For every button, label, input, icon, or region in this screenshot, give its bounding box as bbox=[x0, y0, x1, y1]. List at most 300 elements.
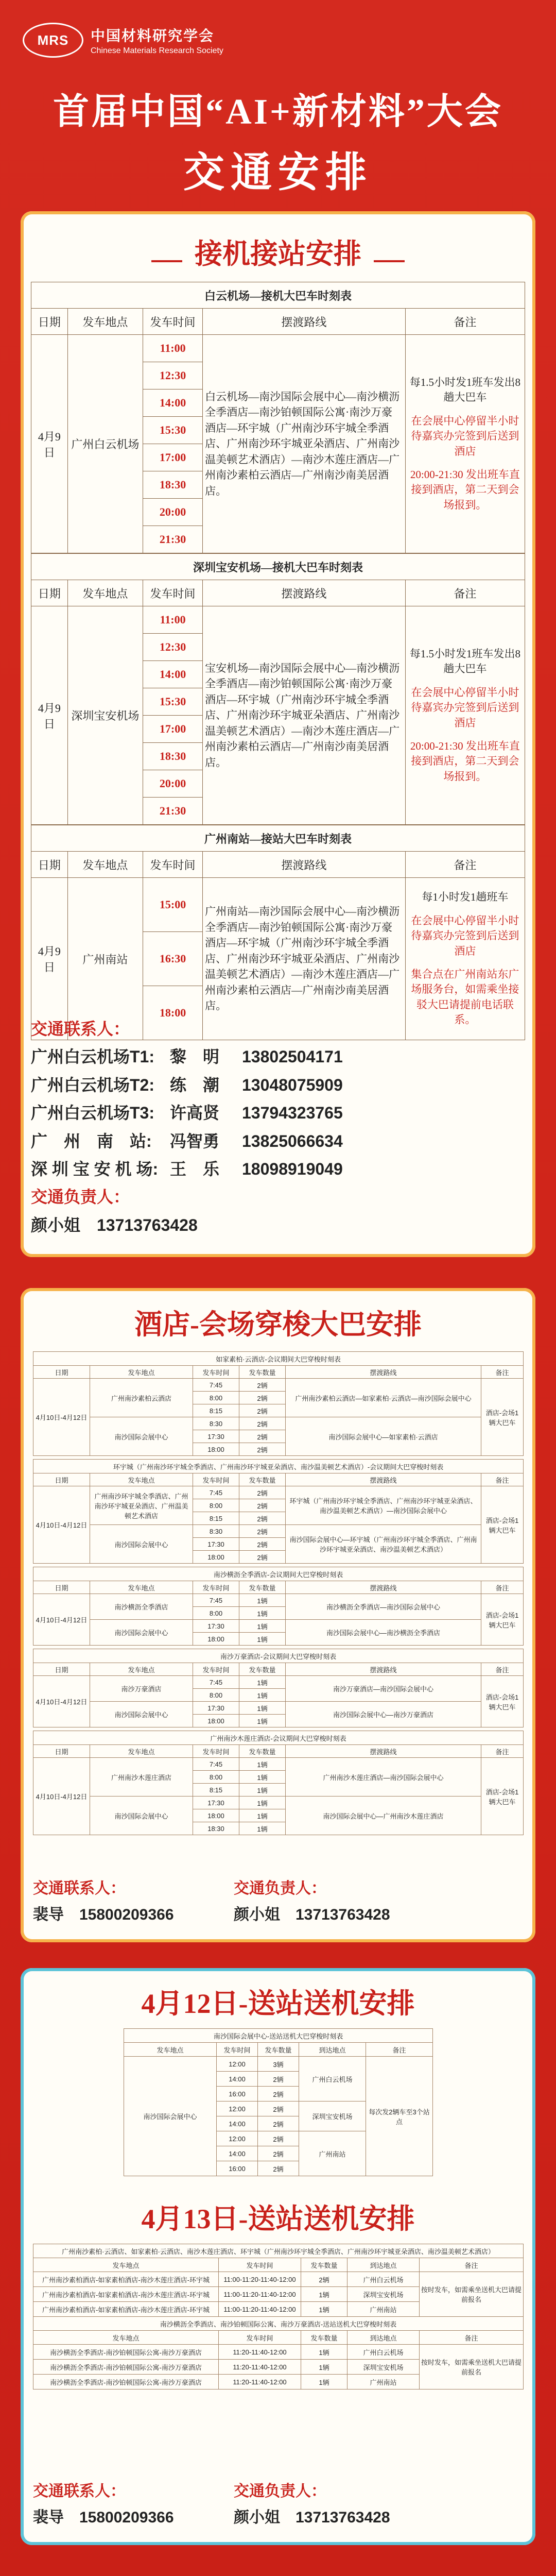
time-cell: 8:00 bbox=[193, 1607, 239, 1620]
column-header: 发车地点 bbox=[33, 2258, 219, 2272]
note-cell bbox=[405, 335, 525, 553]
page-subtitle: 交通安排 bbox=[183, 150, 373, 196]
shuttle-table bbox=[33, 1567, 524, 1646]
date-cell: 4月10日-4月12日 bbox=[33, 1486, 90, 1564]
dropoff12-title: 4月12日-送站送机安排 bbox=[141, 1988, 415, 2019]
route-cell: 广州南沙木莲庄酒店—南沙国际会展中心 bbox=[286, 1758, 481, 1797]
count-cell: 2辆 bbox=[239, 1379, 286, 1392]
time-cell: 8:00 bbox=[193, 1689, 239, 1702]
date-cell: 4月10日-4月12日 bbox=[33, 1758, 90, 1835]
time-cell: 14:00 bbox=[217, 2146, 258, 2161]
count-cell: 2辆 bbox=[239, 1525, 286, 1538]
note-stop: 在会展中心停留半小时待嘉宾办完签到后送到酒店 bbox=[411, 414, 519, 457]
note-extra: 集合点在广州南站东广场服务台，如需乘坐接驳大巴请提前电话联系。 bbox=[411, 968, 519, 1026]
bridge-illustration bbox=[0, 2561, 556, 2576]
column-header: 备注 bbox=[481, 1581, 524, 1594]
count-cell: 2辆 bbox=[258, 2102, 299, 2116]
title-bar-right bbox=[374, 260, 405, 262]
location-cell: 南沙万豪酒店 bbox=[90, 1676, 193, 1702]
location-cell: 广州南沙素柏酒店-如家素柏酒店-南沙木莲庄酒店-环宇城 bbox=[33, 2287, 219, 2302]
table-caption: 广州南沙素柏·云酒店、如家素柏·云酒店、南沙木莲庄酒店、环宇城（广州南沙环宇城全季酒店、广州南沙环宇城亚朵酒店、南沙温美顿艺术酒店） bbox=[33, 2244, 524, 2258]
column-header: 发车地点 bbox=[67, 852, 143, 878]
table-caption: 环宇城（广州南沙环宇城全季酒店、广州南沙环宇城亚朵酒店、南沙温美顿艺术酒店）-会议期间大巴穿梭时刻表 bbox=[33, 1460, 524, 1473]
date-cell: 4月10日-4月12日 bbox=[33, 1676, 90, 1727]
location-cell: 南沙国际会展中心 bbox=[90, 1620, 193, 1646]
location-cell: 南沙国际会展中心 bbox=[90, 1797, 193, 1835]
time-cell: 11:00-11:20-11:40-12:00 bbox=[219, 2287, 301, 2302]
location-cell: 广州南沙环宇城全季酒店、广州南沙环宇城亚朵酒店、广州温美顿艺术酒店 bbox=[90, 1486, 193, 1525]
time-cell: 18:30 bbox=[143, 471, 203, 499]
count-cell: 1辆 bbox=[301, 2375, 348, 2389]
column-header: 摆渡路线 bbox=[286, 1473, 481, 1486]
column-header: 摆渡路线 bbox=[203, 852, 406, 878]
column-header: 发车地点 bbox=[90, 1366, 193, 1379]
note-cell: 酒店-会场1辆大巴车 bbox=[481, 1594, 524, 1646]
pickup-table bbox=[31, 282, 525, 553]
time-cell: 11:00 bbox=[143, 335, 203, 362]
time-cell: 11:20-11:40-12:00 bbox=[219, 2345, 301, 2360]
column-header: 摆渡路线 bbox=[286, 1581, 481, 1594]
destination-cell: 广州南站 bbox=[348, 2302, 420, 2317]
column-header: 到达地点 bbox=[299, 2043, 366, 2057]
contact-place: 广州白云机场T2: bbox=[31, 1075, 155, 1094]
route-cell: 南沙国际会展中心—环宇城（广州南沙环宇城全季酒店、广州南沙环宇城亚朵酒店、南沙温美顿艺术酒店） bbox=[286, 1525, 481, 1564]
shuttle-contacts bbox=[33, 1875, 522, 1928]
column-header: 发车数量 bbox=[239, 1663, 286, 1676]
column-header: 日期 bbox=[31, 580, 68, 606]
count-cell: 2辆 bbox=[239, 1512, 286, 1525]
contact-name: 练 潮 bbox=[170, 1075, 220, 1094]
column-header: 备注 bbox=[481, 1663, 524, 1676]
column-header: 发车数量 bbox=[239, 1473, 286, 1486]
contact-place: 广 州 南 站: bbox=[31, 1131, 152, 1150]
location-cell: 广州南沙木莲庄酒店 bbox=[90, 1758, 193, 1797]
table-caption: 深圳宝安机场—接机大巴车时刻表 bbox=[31, 554, 525, 580]
count-cell: 1辆 bbox=[239, 1771, 286, 1784]
route-cell: 南沙国际会展中心—如家素柏·云酒店 bbox=[286, 1417, 481, 1456]
destination-cell: 广州白云机场 bbox=[348, 2345, 420, 2360]
mrs-logo-icon: MRS bbox=[23, 23, 83, 58]
column-header: 备注 bbox=[420, 2258, 524, 2272]
time-cell: 12:00 bbox=[217, 2057, 258, 2072]
table-caption: 如家素柏·云酒店-会议期间大巴穿梭时刻表 bbox=[33, 1352, 524, 1366]
column-header: 发车地点 bbox=[90, 1663, 193, 1676]
note-stop: 在会展中心停留半小时待嘉宾办完签到后送到酒店 bbox=[411, 686, 519, 729]
count-cell: 2辆 bbox=[258, 2146, 299, 2161]
count-cell: 2辆 bbox=[239, 1486, 286, 1499]
time-cell: 16:30 bbox=[143, 932, 203, 986]
location-cell: 南沙横沥全季酒店-南沙铂顿国际公寓-南沙万豪酒店 bbox=[33, 2345, 219, 2360]
dropoff-contacts bbox=[33, 2478, 522, 2531]
time-cell: 8:15 bbox=[193, 1404, 239, 1417]
column-header: 发车数量 bbox=[239, 1366, 286, 1379]
shuttle-table bbox=[33, 1649, 524, 1727]
contact-row bbox=[31, 1127, 343, 1155]
column-header: 发车地点 bbox=[90, 1745, 193, 1758]
column-header: 备注 bbox=[481, 1366, 524, 1379]
route-cell: 南沙万豪酒店—南沙国际会展中心 bbox=[286, 1676, 481, 1702]
time-cell: 7:45 bbox=[193, 1594, 239, 1607]
time-cell: 11:20-11:40-12:00 bbox=[219, 2360, 301, 2375]
time-cell: 12:00 bbox=[217, 2131, 258, 2146]
shuttle-table bbox=[33, 1459, 524, 1564]
destination-cell: 广州南站 bbox=[348, 2375, 420, 2389]
column-header: 发车地点 bbox=[124, 2043, 217, 2057]
contact-phone: 13794323765 bbox=[242, 1104, 343, 1123]
shuttle-leader-label: 交通负责人： bbox=[234, 1880, 326, 1897]
count-cell: 2辆 bbox=[239, 1417, 286, 1430]
column-header: 摆渡路线 bbox=[286, 1366, 481, 1379]
count-cell: 1辆 bbox=[239, 1620, 286, 1633]
location-cell: 南沙国际会展中心 bbox=[90, 1417, 193, 1456]
note-cell: 按时发车，如需乘坐送机大巴请提前报名 bbox=[420, 2345, 524, 2389]
time-cell: 14:00 bbox=[143, 389, 203, 417]
count-cell: 2辆 bbox=[239, 1430, 286, 1443]
shuttle-table bbox=[33, 1731, 524, 1835]
count-cell: 1辆 bbox=[239, 1702, 286, 1715]
column-header: 摆渡路线 bbox=[286, 1663, 481, 1676]
time-cell: 18:30 bbox=[143, 743, 203, 770]
table-caption: 南沙万豪酒店-会议期间大巴穿梭时刻表 bbox=[33, 1649, 524, 1663]
date-cell: 4月10日-4月12日 bbox=[33, 1379, 90, 1456]
column-header: 发车时间 bbox=[193, 1745, 239, 1758]
time-cell: 21:30 bbox=[143, 526, 203, 553]
location-cell: 深圳宝安机场 bbox=[67, 606, 143, 825]
time-cell: 12:30 bbox=[143, 362, 203, 389]
location-cell: 南沙国际会展中心 bbox=[124, 2057, 217, 2176]
column-header: 备注 bbox=[366, 2043, 433, 2057]
column-header: 摆渡路线 bbox=[286, 1745, 481, 1758]
dropoff13-title: 4月13日-送站送机安排 bbox=[141, 2204, 415, 2234]
contact-row bbox=[31, 1099, 343, 1127]
dropoff-section bbox=[21, 1968, 535, 2545]
route-cell: 南沙国际会展中心—南沙万豪酒店 bbox=[286, 1702, 481, 1727]
time-cell: 11:00-11:20-11:40-12:00 bbox=[219, 2302, 301, 2317]
count-cell: 2辆 bbox=[239, 1392, 286, 1404]
dropoff12-schedule bbox=[124, 2028, 433, 2176]
count-cell: 2辆 bbox=[239, 1404, 286, 1417]
column-header: 备注 bbox=[481, 1473, 524, 1486]
column-header: 发车时间 bbox=[219, 2258, 301, 2272]
column-header: 发车时间 bbox=[193, 1581, 239, 1594]
pickup-table bbox=[31, 553, 525, 825]
date-cell: 4月10日-4月12日 bbox=[33, 1594, 90, 1646]
count-cell: 2辆 bbox=[258, 2116, 299, 2131]
location-cell: 南沙横沥全季酒店-南沙铂顿国际公寓-南沙万豪酒店 bbox=[33, 2360, 219, 2375]
contact-row bbox=[31, 1155, 343, 1183]
note-frequency: 每1.5小时发1班车发出8趟大巴车 bbox=[409, 647, 520, 675]
time-cell: 21:30 bbox=[143, 798, 203, 825]
shuttle-tables bbox=[33, 1351, 523, 1835]
time-cell: 14:00 bbox=[217, 2072, 258, 2087]
note-extra: 20:00-21:30 发出班车直接到酒店，第二天到会场报到。 bbox=[410, 468, 520, 511]
time-cell: 8:30 bbox=[193, 1417, 239, 1430]
logo-chinese-name: 中国材料研究学会 bbox=[91, 28, 215, 44]
society-logo bbox=[23, 23, 223, 58]
time-cell: 15:30 bbox=[143, 688, 203, 716]
shuttle-contact: 裴导 15800209366 bbox=[33, 1906, 174, 1923]
count-cell: 2辆 bbox=[258, 2072, 299, 2087]
column-header: 备注 bbox=[405, 852, 525, 878]
route-cell: 广州南站—南沙国际会展中心—南沙横沥全季酒店—南沙铂顿国际公寓·南沙万豪酒店—环宇城（广州南沙环宇城全季酒店、广州南沙环宇城亚朵酒店、广州南沙温美顿艺术酒店）—南沙木莲庄酒店—广州南沙素柏云酒店—广州南沙南美居酒店。 bbox=[203, 878, 406, 1040]
count-cell: 1辆 bbox=[301, 2360, 348, 2375]
contact-name: 冯智勇 bbox=[170, 1131, 220, 1150]
time-cell: 7:45 bbox=[193, 1379, 239, 1392]
contact-place: 广州白云机场T3: bbox=[31, 1104, 155, 1123]
date-cell: 4月9日 bbox=[31, 335, 68, 553]
column-header: 到达地点 bbox=[348, 2258, 420, 2272]
count-cell: 1辆 bbox=[301, 2345, 348, 2360]
time-cell: 8:00 bbox=[193, 1392, 239, 1404]
note-cell: 每次发2辆车至3个站点 bbox=[366, 2057, 433, 2176]
count-cell: 2辆 bbox=[239, 1443, 286, 1456]
time-cell: 18:00 bbox=[193, 1551, 239, 1564]
time-cell: 7:45 bbox=[193, 1758, 239, 1771]
column-header: 发车数量 bbox=[239, 1581, 286, 1594]
shuttle-contact-label: 交通联系人： bbox=[33, 1880, 126, 1897]
contact-place: 广州白云机场T1: bbox=[31, 1047, 155, 1066]
location-cell: 广州南沙素柏云酒店 bbox=[90, 1379, 193, 1417]
time-cell: 16:00 bbox=[217, 2161, 258, 2176]
time-cell: 18:00 bbox=[193, 1443, 239, 1456]
column-header: 发车数量 bbox=[301, 2331, 348, 2345]
column-header: 发车时间 bbox=[143, 852, 203, 878]
table-row bbox=[31, 335, 525, 362]
column-header: 日期 bbox=[31, 309, 68, 335]
leader-contact: 颜小姐 13713763428 bbox=[31, 1215, 198, 1234]
time-cell: 17:00 bbox=[143, 444, 203, 471]
note-frequency: 每1小时发1趟班车 bbox=[422, 891, 509, 904]
column-header: 发车地点 bbox=[33, 2331, 219, 2345]
count-cell: 3辆 bbox=[258, 2057, 299, 2072]
pickup-table bbox=[31, 825, 525, 1040]
note-stop: 在会展中心停留半小时待嘉宾办完签到后送到酒店 bbox=[411, 914, 519, 957]
column-header: 发车时间 bbox=[193, 1663, 239, 1676]
count-cell: 2辆 bbox=[239, 1551, 286, 1564]
pickup-title: 接机接站安排 bbox=[195, 239, 361, 269]
shuttle-title: 酒店-会场穿梭大巴安排 bbox=[134, 1309, 422, 1340]
note-cell bbox=[405, 606, 525, 825]
time-cell: 18:00 bbox=[143, 986, 203, 1040]
pickup-section bbox=[21, 211, 535, 1257]
location-cell: 广州南沙素柏酒店-如家素柏酒店-南沙木莲庄酒店-环宇城 bbox=[33, 2302, 219, 2317]
destination-cell: 深圳宝安机场 bbox=[299, 2102, 366, 2131]
contact-phone: 13048075909 bbox=[242, 1075, 343, 1094]
destination-cell: 广州白云机场 bbox=[348, 2272, 420, 2287]
column-header: 发车地点 bbox=[90, 1581, 193, 1594]
dropoff-leader: 颜小姐 13713763428 bbox=[234, 2509, 390, 2526]
location-cell: 广州南沙素柏酒店-如家素柏酒店-南沙木莲庄酒店-环宇城 bbox=[33, 2272, 219, 2287]
count-cell: 1辆 bbox=[239, 1784, 286, 1797]
contact-phone: 13802504171 bbox=[242, 1047, 343, 1066]
date-cell: 4月9日 bbox=[31, 878, 68, 1040]
dropoff-contact: 裴导 15800209366 bbox=[33, 2509, 174, 2526]
column-header: 备注 bbox=[405, 580, 525, 606]
count-cell: 1辆 bbox=[239, 1797, 286, 1809]
pickup-tables bbox=[31, 282, 525, 1040]
column-header: 备注 bbox=[420, 2331, 524, 2345]
contact-name: 黎 明 bbox=[170, 1047, 220, 1066]
column-header: 摆渡路线 bbox=[203, 580, 406, 606]
time-cell: 15:00 bbox=[143, 878, 203, 932]
dropoff13-table bbox=[33, 2244, 523, 2389]
column-header: 发车数量 bbox=[301, 2258, 348, 2272]
dropoff-leader-label: 交通负责人： bbox=[234, 2483, 326, 2500]
time-cell: 17:30 bbox=[193, 1797, 239, 1809]
contact-phone: 18098919049 bbox=[242, 1159, 343, 1178]
count-cell: 1辆 bbox=[301, 2287, 348, 2302]
time-cell: 12:00 bbox=[217, 2102, 258, 2116]
pickup-contacts bbox=[31, 1015, 343, 1239]
count-cell: 1辆 bbox=[239, 1594, 286, 1607]
column-header: 日期 bbox=[33, 1473, 90, 1486]
time-cell: 8:15 bbox=[193, 1512, 239, 1525]
location-cell: 南沙横沥全季酒店-南沙铂顿国际公寓-南沙万豪酒店 bbox=[33, 2375, 219, 2389]
destination-cell: 深圳宝安机场 bbox=[348, 2360, 420, 2375]
shuttle-leader: 颜小姐 13713763428 bbox=[234, 1906, 390, 1923]
column-header: 日期 bbox=[33, 1745, 90, 1758]
time-cell: 14:00 bbox=[217, 2116, 258, 2131]
note-cell bbox=[405, 878, 525, 1040]
destination-cell: 广州白云机场 bbox=[299, 2057, 366, 2102]
dropoff12-table bbox=[124, 2028, 432, 2176]
contact-label: 交通联系人： bbox=[31, 1020, 130, 1038]
table-caption: 南沙国际会展中心-送站送机大巴穿梭时刻表 bbox=[124, 2029, 433, 2043]
time-cell: 17:30 bbox=[193, 1702, 239, 1715]
time-cell: 18:00 bbox=[193, 1715, 239, 1727]
column-header: 备注 bbox=[405, 309, 525, 335]
count-cell: 2辆 bbox=[239, 1538, 286, 1551]
table-caption: 南沙横沥全季酒店-会议期间大巴穿梭时刻表 bbox=[33, 1567, 524, 1581]
count-cell: 2辆 bbox=[239, 1499, 286, 1512]
table-caption: 广州南沙木莲庄酒店-会议期间大巴穿梭时刻表 bbox=[33, 1731, 524, 1745]
destination-cell: 广州南站 bbox=[299, 2131, 366, 2176]
table-row bbox=[31, 606, 525, 634]
time-cell: 8:15 bbox=[193, 1784, 239, 1797]
date-cell: 4月9日 bbox=[31, 606, 68, 825]
count-cell: 2辆 bbox=[258, 2131, 299, 2146]
time-cell: 18:30 bbox=[193, 1822, 239, 1835]
location-cell: 南沙横沥全季酒店 bbox=[90, 1594, 193, 1620]
count-cell: 1辆 bbox=[239, 1809, 286, 1822]
note-cell: 按时发车，如需乘坐送机大巴请提前报名 bbox=[420, 2272, 524, 2317]
location-cell: 南沙国际会展中心 bbox=[90, 1702, 193, 1727]
note-cell: 酒店-会场1辆大巴车 bbox=[481, 1758, 524, 1835]
time-cell: 17:30 bbox=[193, 1620, 239, 1633]
count-cell: 1辆 bbox=[239, 1676, 286, 1689]
count-cell: 1辆 bbox=[239, 1822, 286, 1835]
time-cell: 11:00-11:20-11:40-12:00 bbox=[219, 2272, 301, 2287]
time-cell: 11:20-11:40-12:00 bbox=[219, 2375, 301, 2389]
time-cell: 16:00 bbox=[217, 2087, 258, 2102]
time-cell: 20:00 bbox=[143, 770, 203, 798]
column-header: 发车时间 bbox=[193, 1473, 239, 1486]
dropoff13-schedule bbox=[33, 2244, 524, 2389]
count-cell: 1辆 bbox=[239, 1689, 286, 1702]
route-cell: 环宇城（广州南沙环宇城全季酒店、广州南沙环宇城亚朵酒店、南沙温美顿艺术酒店）—南沙国际会展中心 bbox=[286, 1486, 481, 1525]
route-cell: 南沙国际会展中心—广州南沙木莲庄酒店 bbox=[286, 1797, 481, 1835]
time-cell: 14:00 bbox=[143, 661, 203, 688]
column-header: 发车时间 bbox=[143, 580, 203, 606]
note-extra: 20:00-21:30 发出班车直接到酒店，第二天到会场报到。 bbox=[410, 739, 520, 783]
shuttle-section bbox=[21, 1288, 535, 1942]
contact-phone: 13825066634 bbox=[242, 1131, 343, 1150]
time-cell: 8:00 bbox=[193, 1771, 239, 1784]
time-cell: 20:00 bbox=[143, 499, 203, 526]
count-cell: 2辆 bbox=[258, 2087, 299, 2102]
column-header: 发车地点 bbox=[67, 309, 143, 335]
time-cell: 8:30 bbox=[193, 1525, 239, 1538]
table-caption: 白云机场—接机大巴车时刻表 bbox=[31, 282, 525, 309]
time-cell: 15:30 bbox=[143, 417, 203, 444]
column-header: 发车数量 bbox=[239, 1745, 286, 1758]
count-cell: 1辆 bbox=[239, 1758, 286, 1771]
note-cell: 酒店-会场1辆大巴车 bbox=[481, 1486, 524, 1564]
column-header: 日期 bbox=[33, 1366, 90, 1379]
table-caption: 广州南站—接站大巴车时刻表 bbox=[31, 825, 525, 852]
location-cell: 南沙国际会展中心 bbox=[90, 1525, 193, 1564]
count-cell: 1辆 bbox=[239, 1607, 286, 1620]
title-bar-left bbox=[151, 260, 182, 262]
route-cell: 白云机场—南沙国际会展中心—南沙横沥全季酒店—南沙铂顿国际公寓·南沙万豪酒店—环宇城（广州南沙环宇城全季酒店、广州南沙环宇城亚朵酒店、广州南沙温美顿艺术酒店）—南沙木莲庄酒店—广州南沙素柏云酒店—广州南沙南美居酒店。 bbox=[203, 335, 406, 553]
time-cell: 7:45 bbox=[193, 1676, 239, 1689]
time-cell: 18:00 bbox=[193, 1633, 239, 1646]
destination-cell: 深圳宝安机场 bbox=[348, 2287, 420, 2302]
column-header: 日期 bbox=[31, 852, 68, 878]
count-cell: 2辆 bbox=[301, 2272, 348, 2287]
time-cell: 18:00 bbox=[193, 1809, 239, 1822]
contact-row bbox=[31, 1071, 343, 1099]
count-cell: 1辆 bbox=[301, 2302, 348, 2317]
count-cell: 2辆 bbox=[258, 2161, 299, 2176]
time-cell: 17:00 bbox=[143, 716, 203, 743]
count-cell: 1辆 bbox=[239, 1633, 286, 1646]
count-cell: 1辆 bbox=[239, 1715, 286, 1727]
shuttle-table bbox=[33, 1351, 524, 1456]
time-cell: 17:30 bbox=[193, 1538, 239, 1551]
route-cell: 广州南沙素柏云酒店—如家素柏·云酒店—南沙国际会展中心 bbox=[286, 1379, 481, 1417]
column-header: 发车地点 bbox=[90, 1473, 193, 1486]
time-cell: 8:00 bbox=[193, 1499, 239, 1512]
contact-name: 王 乐 bbox=[170, 1159, 220, 1178]
dropoff-contact-label: 交通联系人： bbox=[33, 2483, 126, 2500]
logo-english-name: Chinese Materials Research Society bbox=[91, 46, 223, 55]
column-header: 发车地点 bbox=[67, 580, 143, 606]
time-cell: 12:30 bbox=[143, 634, 203, 661]
time-cell: 11:00 bbox=[143, 606, 203, 634]
note-cell: 酒店-会场1辆大巴车 bbox=[481, 1379, 524, 1456]
location-cell: 广州白云机场 bbox=[67, 335, 143, 553]
column-header: 备注 bbox=[481, 1745, 524, 1758]
column-header: 发车时间 bbox=[217, 2043, 258, 2057]
column-header: 发车时间 bbox=[219, 2331, 301, 2345]
note-cell: 酒店-会场1辆大巴车 bbox=[481, 1676, 524, 1727]
column-header: 到达地点 bbox=[348, 2331, 420, 2345]
page-title: 首届中国“AI+新材料”大会 bbox=[53, 92, 503, 132]
location-cell: 广州南站 bbox=[67, 878, 143, 1040]
note-frequency: 每1.5小时发1班车发出8趟大巴车 bbox=[409, 376, 521, 404]
table-caption: 南沙横沥全季酒店、南沙铂顿国际公寓、南沙万豪酒店-送站送机大巴穿梭时刻表 bbox=[33, 2317, 524, 2331]
column-header: 日期 bbox=[33, 1663, 90, 1676]
leader-label: 交通负责人： bbox=[31, 1188, 130, 1207]
contact-row bbox=[31, 1043, 343, 1071]
route-cell: 南沙国际会展中心—南沙横沥全季酒店 bbox=[286, 1620, 481, 1646]
column-header: 日期 bbox=[33, 1581, 90, 1594]
column-header: 发车时间 bbox=[143, 309, 203, 335]
route-cell: 宝安机场—南沙国际会展中心—南沙横沥全季酒店—南沙铂顿国际公寓·南沙万豪酒店—环宇城（广州南沙环宇城全季酒店、广州南沙环宇城亚朵酒店、广州南沙温美顿艺术酒店）—南沙木莲庄酒店—广州南沙素柏云酒店—广州南沙南美居酒店。 bbox=[203, 606, 406, 825]
route-cell: 南沙横沥全季酒店—南沙国际会展中心 bbox=[286, 1594, 481, 1620]
column-header: 发车时间 bbox=[193, 1366, 239, 1379]
